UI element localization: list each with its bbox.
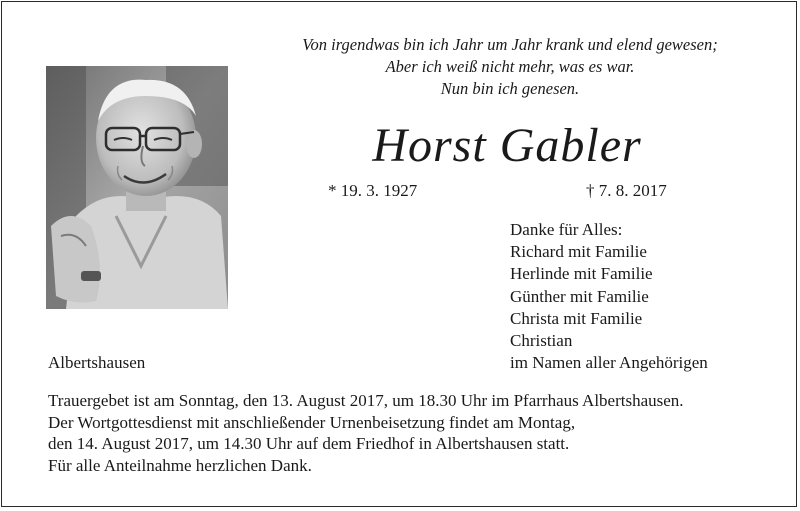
place-name: Albertshausen bbox=[48, 353, 146, 372]
service-line: Der Wortgottesdienst mit anschließender Urnenbeisetzung findet am Montag, bbox=[48, 412, 576, 432]
portrait-image bbox=[46, 66, 228, 309]
poem-line: Nun bin ich genesen. bbox=[440, 79, 580, 98]
mourner-line: Christa mit Familie bbox=[510, 308, 643, 328]
poem-line: Aber ich weiß nicht mehr, was es war. bbox=[385, 57, 635, 76]
service-line: den 14. August 2017, um 14.30 Uhr auf dem Friedhof in Albertshausen statt. bbox=[48, 434, 570, 454]
birth-date: * 19. 3. 1927 bbox=[328, 181, 418, 200]
portrait-photo bbox=[46, 66, 228, 309]
poem-line: Von irgendwas bin ich Jahr um Jahr krank und elend gewesen; bbox=[302, 35, 718, 54]
deceased-name: Horst Gabler bbox=[372, 119, 642, 172]
mourners-list bbox=[510, 219, 708, 374]
obituary-notice bbox=[1, 1, 797, 507]
service-line: Trauergebet ist am Sonntag, den 13. August 2017, um 18.30 Uhr im Pfarrhaus Albertshausen. bbox=[48, 391, 684, 410]
mourner-line: Christian bbox=[510, 331, 573, 351]
mourner-line: Herlinde mit Familie bbox=[510, 264, 653, 284]
thanks-line: Danke für Alles: bbox=[510, 220, 623, 239]
mourner-line: Günther mit Familie bbox=[510, 286, 649, 306]
service-details bbox=[48, 390, 684, 477]
mourner-line: Richard mit Familie bbox=[510, 242, 647, 262]
poem-verse bbox=[250, 34, 770, 100]
mourner-line: im Namen aller Angehörigen bbox=[510, 353, 708, 373]
service-line: Für alle Anteilnahme herzlichen Dank. bbox=[48, 456, 312, 476]
death-date: † 7. 8. 2017 bbox=[586, 181, 667, 200]
